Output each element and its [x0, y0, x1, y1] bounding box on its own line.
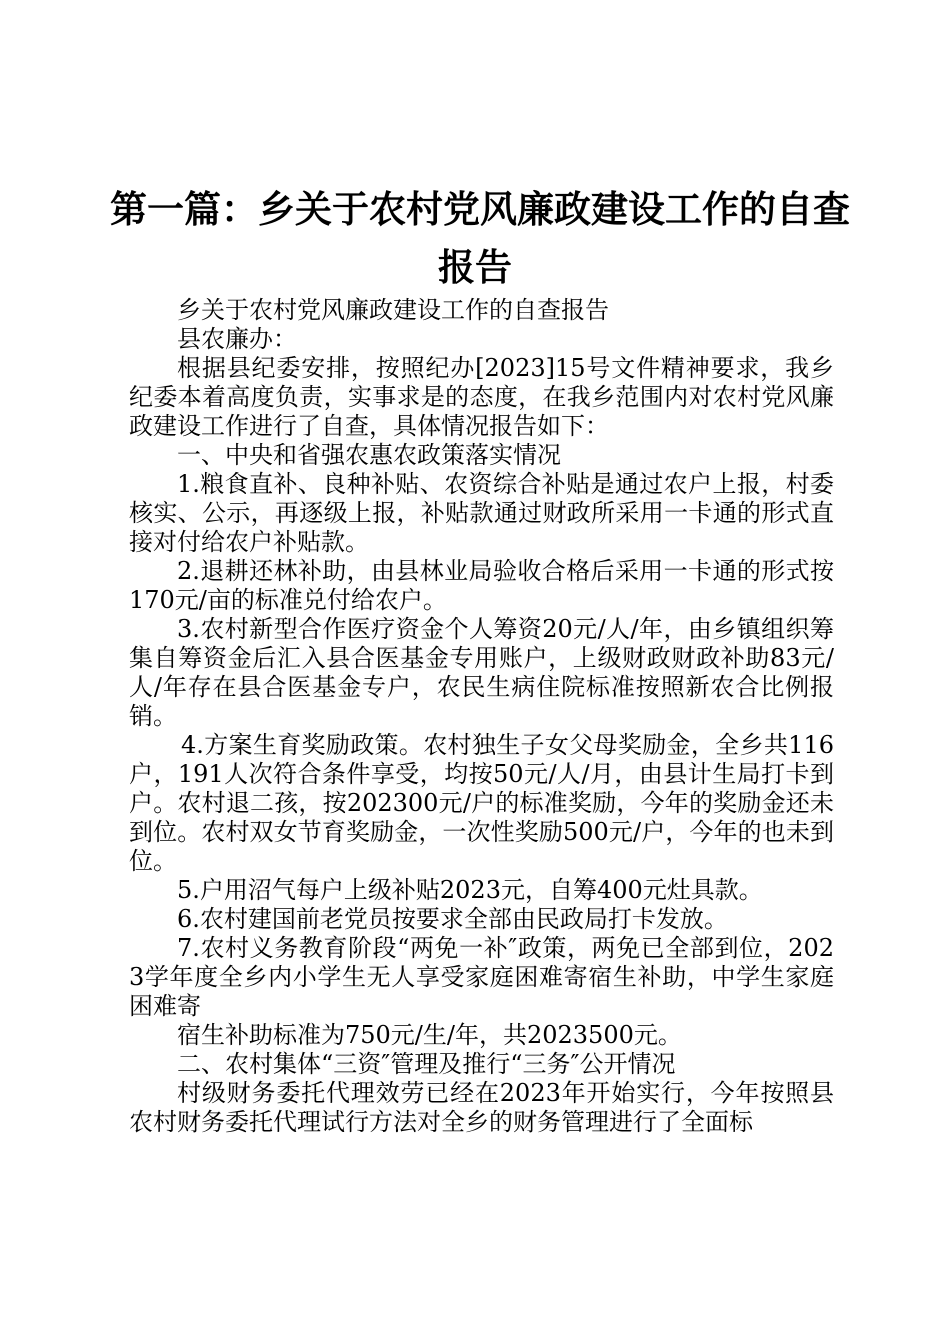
paragraph-item-1: 1.粮食直补、良种补贴、农资综合补贴是通过农户上报，村委核实、公示，再逐级上报，补贴款通过财政所采用一卡通的形式直接对付给农户补贴款。 — [129, 470, 834, 556]
paragraph-item-7-continued: 宿生补助标准为750元/生/年，共2023500元。 — [177, 1021, 682, 1049]
paragraph-addressee: 县农廉办： — [177, 325, 297, 353]
paragraph-section-2-body: 村级财务委托代理效劳已经在2023年开始实行，今年按照县农村财务委托代理试行方法对全乡的财务管理进行了全面标 — [129, 1079, 834, 1136]
section-heading-2: 二、农村集体“三资″管理及推行“三务″公开情况 — [177, 1050, 676, 1078]
paragraph-item-4: 4.方案生育奖励政策。农村独生子女父母奖励金，全乡共116户，191人次符合条件享受，均按50元/人/月，由县计生局打卡到户。农村退二孩，按202300元/户的标准奖励，今年的奖励金还未到位。农村双女节育奖励金，一次性奖励500元/户，今年的也未到位。 — [129, 731, 834, 875]
document-title-line-1: 第一篇：乡关于农村党风廉政建设工作的自查 — [110, 188, 850, 231]
document-body — [129, 296, 834, 1137]
paragraph-intro: 根据县纪委安排，按照纪办[2023]15号文件精神要求，我乡纪委本着高度负责，实事求是的态度，在我乡范围内对农村党风廉政建设工作进行了自查，具体情况报告如下： — [129, 354, 834, 440]
paragraph-item-6: 6.农村建国前老党员按要求全部由民政局打卡发放。 — [177, 905, 728, 933]
paragraph-subtitle: 乡关于农村党风廉政建设工作的自查报告 — [177, 296, 609, 324]
paragraph-item-5: 5.户用沼气每户上级补贴2023元，自筹400元灶具款。 — [177, 876, 763, 904]
section-heading-1: 一、中央和省强农惠农政策落实情况 — [177, 441, 561, 469]
paragraph-item-2: 2.退耕还林补助，由县林业局验收合格后采用一卡通的形式按170元/亩的标准兑付给农户。 — [129, 557, 834, 614]
paragraph-item-7: 7.农村义务教育阶段“两免一补″政策，两免已全部到位，2023学年度全乡内小学生无人享受家庭困难寄宿生补助，中学生家庭困难寄 — [129, 934, 834, 1020]
paragraph-item-3: 3.农村新型合作医疗资金个人筹资20元/人/年，由乡镇组织筹集自筹资金后汇入县合医基金专用账户，上级财政财政补助83元/人/年存在县合医基金专户，农民生病住院标准按照新农合比例报销。 — [129, 615, 834, 730]
document-title-line-2: 报告 — [438, 246, 512, 289]
